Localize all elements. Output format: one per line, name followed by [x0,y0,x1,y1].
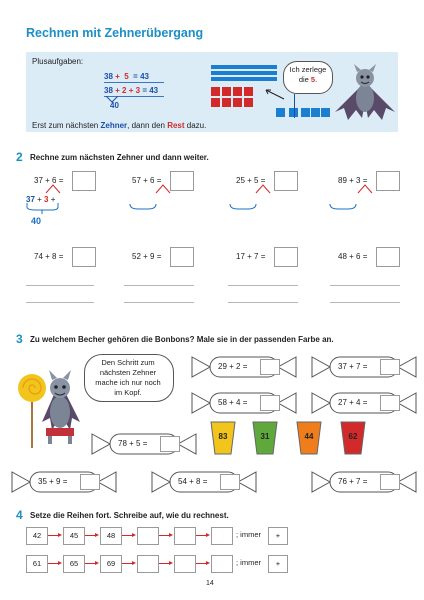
candy-equation: 76 + 7 = [338,477,368,486]
sequence-arrow [159,563,171,564]
task-equation: 57 + 6 = [132,176,162,185]
section-4-instruction: Setze die Reihen fort. Schreibe auf, wie du rechnest. [30,511,229,520]
speech-bubble-hint: Ich zerlege die 5. [283,61,333,94]
answer-line[interactable] [330,285,400,286]
example-result: 40 [31,216,42,226]
bracket-mark [328,203,358,213]
task-equation: 74 + 8 = [34,252,64,261]
split-mark [40,183,70,195]
answer-line[interactable] [124,302,194,303]
ten-bar [211,71,277,75]
cup-label: 31 [260,432,270,441]
sequence-arrow [196,535,208,536]
candy-equation: 54 + 8 = [178,477,208,486]
answer-line[interactable] [26,302,94,303]
answer-line[interactable] [330,302,400,303]
section-2-number: 2 [16,150,23,164]
sequence-arrow [85,535,97,536]
unit-square-blue [276,108,285,117]
unit-square-blue [311,108,320,117]
task-equation: 17 + 7 = [236,252,266,261]
sequence-arrow [48,563,60,564]
task-equation: 52 + 9 = [132,252,162,261]
example-eq: 37 + 3 + [26,195,56,204]
answer-line[interactable] [124,285,194,286]
candy-equation: 37 + 7 = [338,362,368,371]
sequence-empty-box[interactable] [211,555,233,573]
answer-box[interactable] [376,247,400,267]
sequence-arrow [48,535,60,536]
unit-squares [211,87,253,107]
split-mark [352,183,382,195]
immer-label: ; immer [236,558,261,567]
answer-box[interactable] [274,247,298,267]
speech-text: Den Schritt zum nächsten Zehner mache ich nur noch im Kopf. [95,358,161,397]
cup-label: 44 [304,432,314,441]
rule-box[interactable]: + [268,527,288,545]
answer-line[interactable] [26,285,94,286]
candy-equation: 78 + 5 = [118,439,148,448]
answer-box[interactable] [160,436,180,452]
section-2-instruction: Rechne zum nächsten Zehner und dann weiter. [30,153,209,162]
hint-footer: Erst zum nächsten Zehner, dann den Rest dazu. [32,121,207,130]
answer-box[interactable] [72,247,96,267]
hint-bracket [104,96,134,104]
ten-bar [211,65,277,69]
hint-underline [104,82,164,83]
sequence-value: 61 [26,555,48,573]
bracket-mark [228,203,258,213]
answer-box[interactable] [380,395,400,411]
answer-box[interactable] [260,395,280,411]
task-equation: 37 + 6 = [34,176,64,185]
answer-box[interactable] [220,474,240,490]
task-equation: 25 + 5 = [236,176,266,185]
task-equation: 48 + 6 = [338,252,368,261]
answer-box[interactable] [380,359,400,375]
cup-label: 83 [218,432,228,441]
sequence-arrow [85,563,97,564]
candy-equation: 27 + 4 = [338,398,368,407]
page-title: Rechnen mit Zehnerübergang [26,26,204,40]
answer-line[interactable] [228,285,298,286]
ten-bar [211,77,277,81]
cup-label: 62 [348,432,358,441]
rule-box[interactable]: + [268,555,288,573]
split-arrow [262,87,286,106]
bat-with-lollipop-icon [14,366,86,450]
candy-equation: 29 + 2 = [218,362,248,371]
split-mark [150,183,180,195]
sequence-value: 65 [63,555,85,573]
answer-box[interactable] [380,474,400,490]
sequence-arrow [159,535,171,536]
hint-result: 40 [110,101,119,110]
sequence-empty-box[interactable] [137,527,159,545]
sequence-empty-box[interactable] [174,555,196,573]
sequence-value: 45 [63,527,85,545]
sequence-value: 42 [26,527,48,545]
page-number: 14 [206,580,214,587]
sequence-empty-box[interactable] [137,555,159,573]
bracket-mark [24,202,64,216]
sequence-value: 48 [100,527,122,545]
answer-box[interactable] [260,359,280,375]
answer-box[interactable] [72,171,96,191]
immer-label: ; immer [236,530,261,539]
sequence-empty-box[interactable] [211,527,233,545]
answer-box[interactable] [80,474,100,490]
sequence-arrow [122,563,134,564]
bat-icon [330,62,400,124]
answer-box[interactable] [170,247,194,267]
hint-subtitle: Plusaufgaben: [32,57,84,66]
section-3-number: 3 [16,332,23,346]
answer-line[interactable] [228,302,298,303]
unit-square-blue [301,108,310,117]
candy-equation: 35 + 9 = [38,477,68,486]
sequence-arrow [122,535,134,536]
ten-bars [211,65,277,81]
sequence-value: 69 [100,555,122,573]
section-4-number: 4 [16,508,23,522]
section-3-instruction: Zu welchem Becher gehören die Bonbons? Male sie in der passenden Farbe an. [30,335,334,344]
hint-eq2: 38 + 2 + 3 = 43 [104,86,159,95]
bracket-mark [128,203,158,213]
sequence-arrow [196,563,208,564]
split-mark [250,183,280,195]
candy-equation: 58 + 4 = [218,398,248,407]
sequence-empty-box[interactable] [174,527,196,545]
divider [294,94,295,118]
hint-eq1: 38 + 5 = 43 [104,72,149,81]
unit-square-blue [321,108,330,117]
task-equation: 89 + 3 = [338,176,368,185]
